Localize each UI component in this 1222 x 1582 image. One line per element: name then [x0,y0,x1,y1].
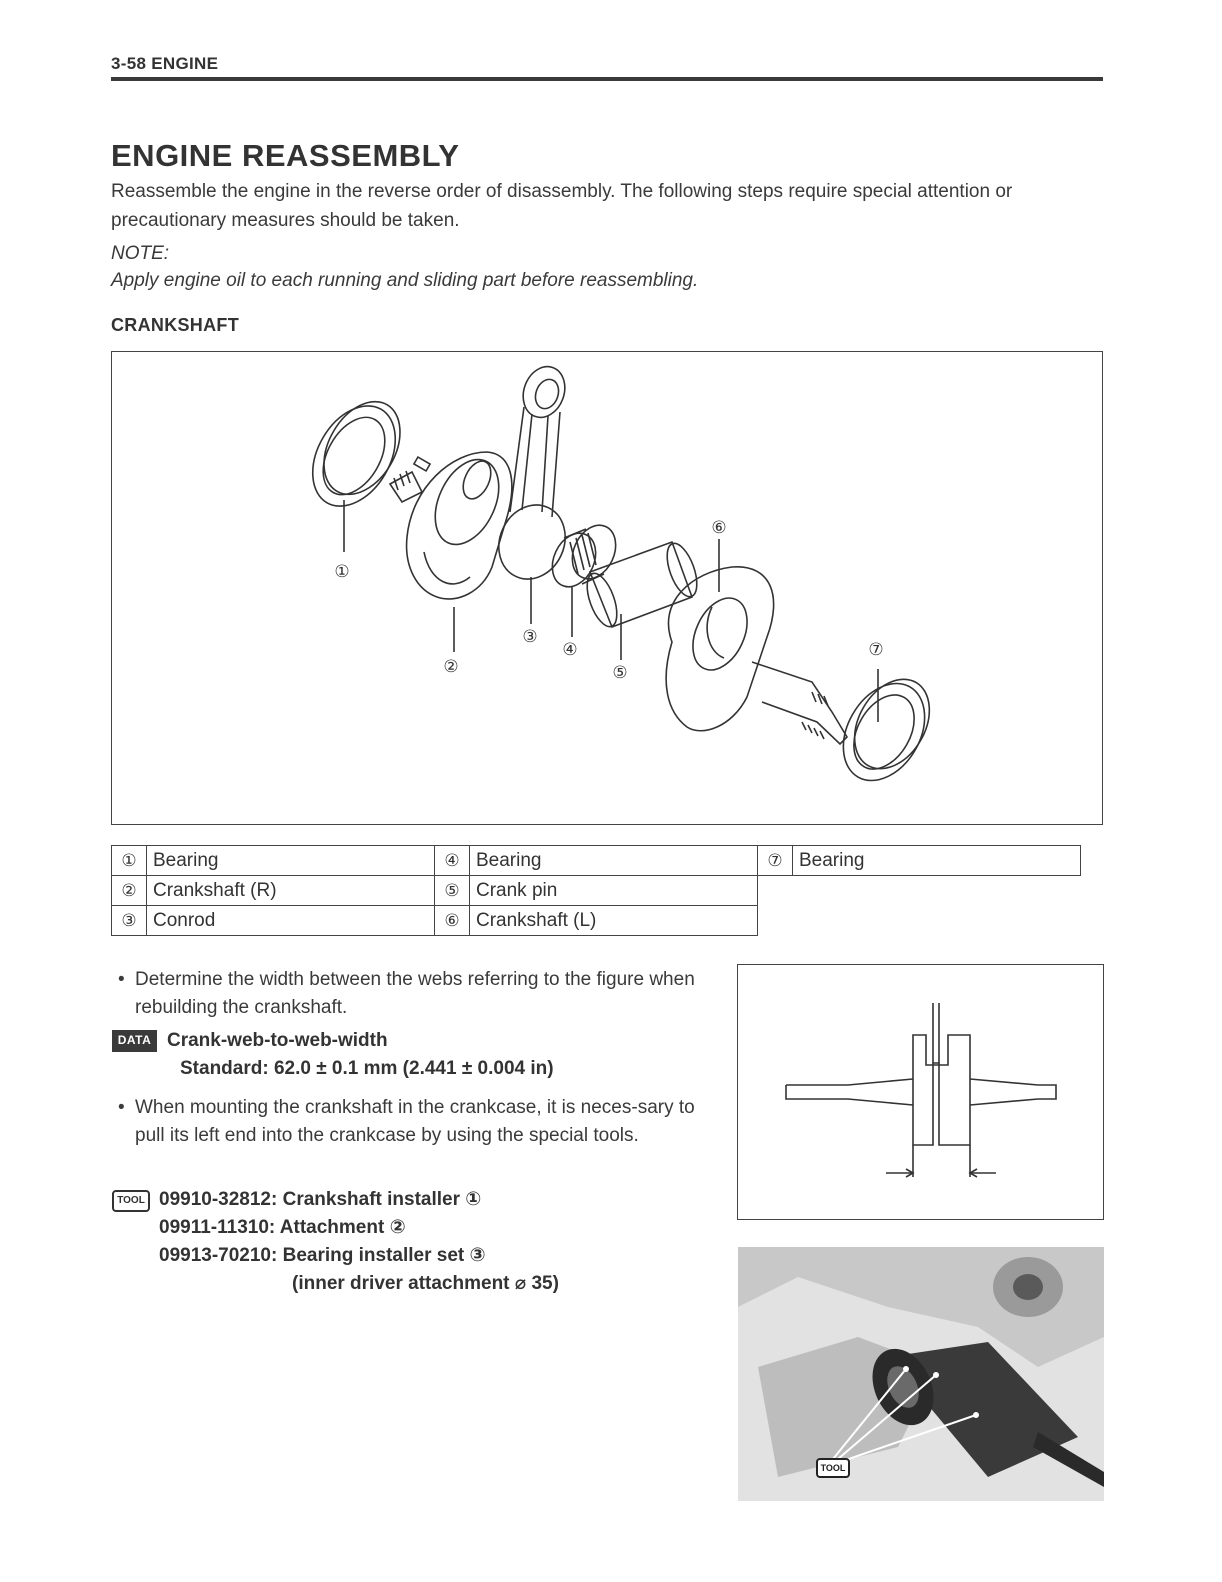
header-rule [111,77,1103,81]
table-row [112,876,1081,906]
web-width-drawing [738,965,1103,1219]
legend-num: ③ [112,906,147,936]
callout-2: ② [443,657,459,677]
callout-6: ⑥ [711,518,727,538]
crankshaft-exploded-diagram [111,351,1103,825]
bullet-mounting: • When mounting the crankshaft in the crankcase, it is neces-sary to pull its left end into the crankcase by using the special tools. [118,1094,718,1150]
legend-label: Bearing [793,846,1081,876]
callout-4: ④ [562,640,578,660]
bearing-left-drawing [296,388,416,521]
crankshaft-l-drawing [666,567,774,731]
spec-row [112,1030,388,1052]
spec-name: Crank-web-to-web-width [167,1030,388,1052]
table-row [112,906,1081,936]
tool-icon: TOOL [112,1190,150,1212]
legend-num: ⑦ [758,846,793,876]
legend-num: ⑤ [435,876,470,906]
legend-label: Crankshaft (L) [470,906,758,936]
parts-legend-table [111,845,1081,936]
page-header [111,52,1103,82]
legend-label: Crank pin [470,876,758,906]
bullet-web-width: • Determine the width between the webs referring to the figure when rebuilding the crankshaft. [118,966,718,1022]
legend-label: Crankshaft (R) [147,876,435,906]
legend-num: ② [112,876,147,906]
callout-7: ⑦ [868,640,884,660]
callout-3: ③ [522,627,538,647]
data-icon: DATA [112,1030,157,1052]
tool-line: (inner driver attachment ⌀ 35) [292,1273,559,1294]
tool-line: 09913-70210: Bearing installer set ③ [159,1245,486,1266]
legend-num: ① [112,846,147,876]
crankcase-tool-photo [738,1247,1104,1501]
legend-label: Bearing [147,846,435,876]
legend-label: Bearing [470,846,758,876]
callout-5: ⑤ [612,663,628,683]
crankshaft-drawing [112,352,1102,824]
spec-standard: Standard: 62.0 ± 0.1 mm (2.441 ± 0.004 in) [180,1058,554,1079]
page-title: ENGINE REASSEMBLY [111,138,460,173]
bearing-right-drawing [827,666,945,795]
note-text: Apply engine oil to each running and sliding part before reassembling. [111,270,699,291]
tool-line: 09911-11310: Attachment ② [159,1217,406,1238]
photo-drawing [738,1247,1104,1501]
web-width-figure [737,964,1104,1220]
conrod-drawing [487,361,577,590]
tool-line: 09910-32812: Crankshaft installer ① [159,1189,482,1210]
legend-num: ⑥ [435,906,470,936]
photo-tool-icon: TOOL [816,1458,850,1478]
bullet-text: When mounting the crankshaft in the crankcase, it is neces-sary to pull its left end into the crankcase by using the special tools. [135,1097,695,1146]
needle-bearing-drawing [544,518,624,594]
page-label: 3-58 ENGINE [111,54,219,73]
crankshaft-heading: CRANKSHAFT [111,315,239,335]
intro-paragraph: Reassemble the engine in the reverse order of disassembly. The following steps require special attention or precautionary measures should be taken. [111,181,1013,231]
crank-pin-drawing [581,540,703,631]
crankshaft-r-drawing [407,449,512,599]
legend-label: Conrod [147,906,435,936]
callout-1: ① [334,562,350,582]
bullet-text: Determine the width between the webs referring to the figure when rebuilding the crankshaft. [135,969,695,1018]
table-row [112,846,1081,876]
note-label: NOTE: [111,243,170,264]
legend-num: ④ [435,846,470,876]
